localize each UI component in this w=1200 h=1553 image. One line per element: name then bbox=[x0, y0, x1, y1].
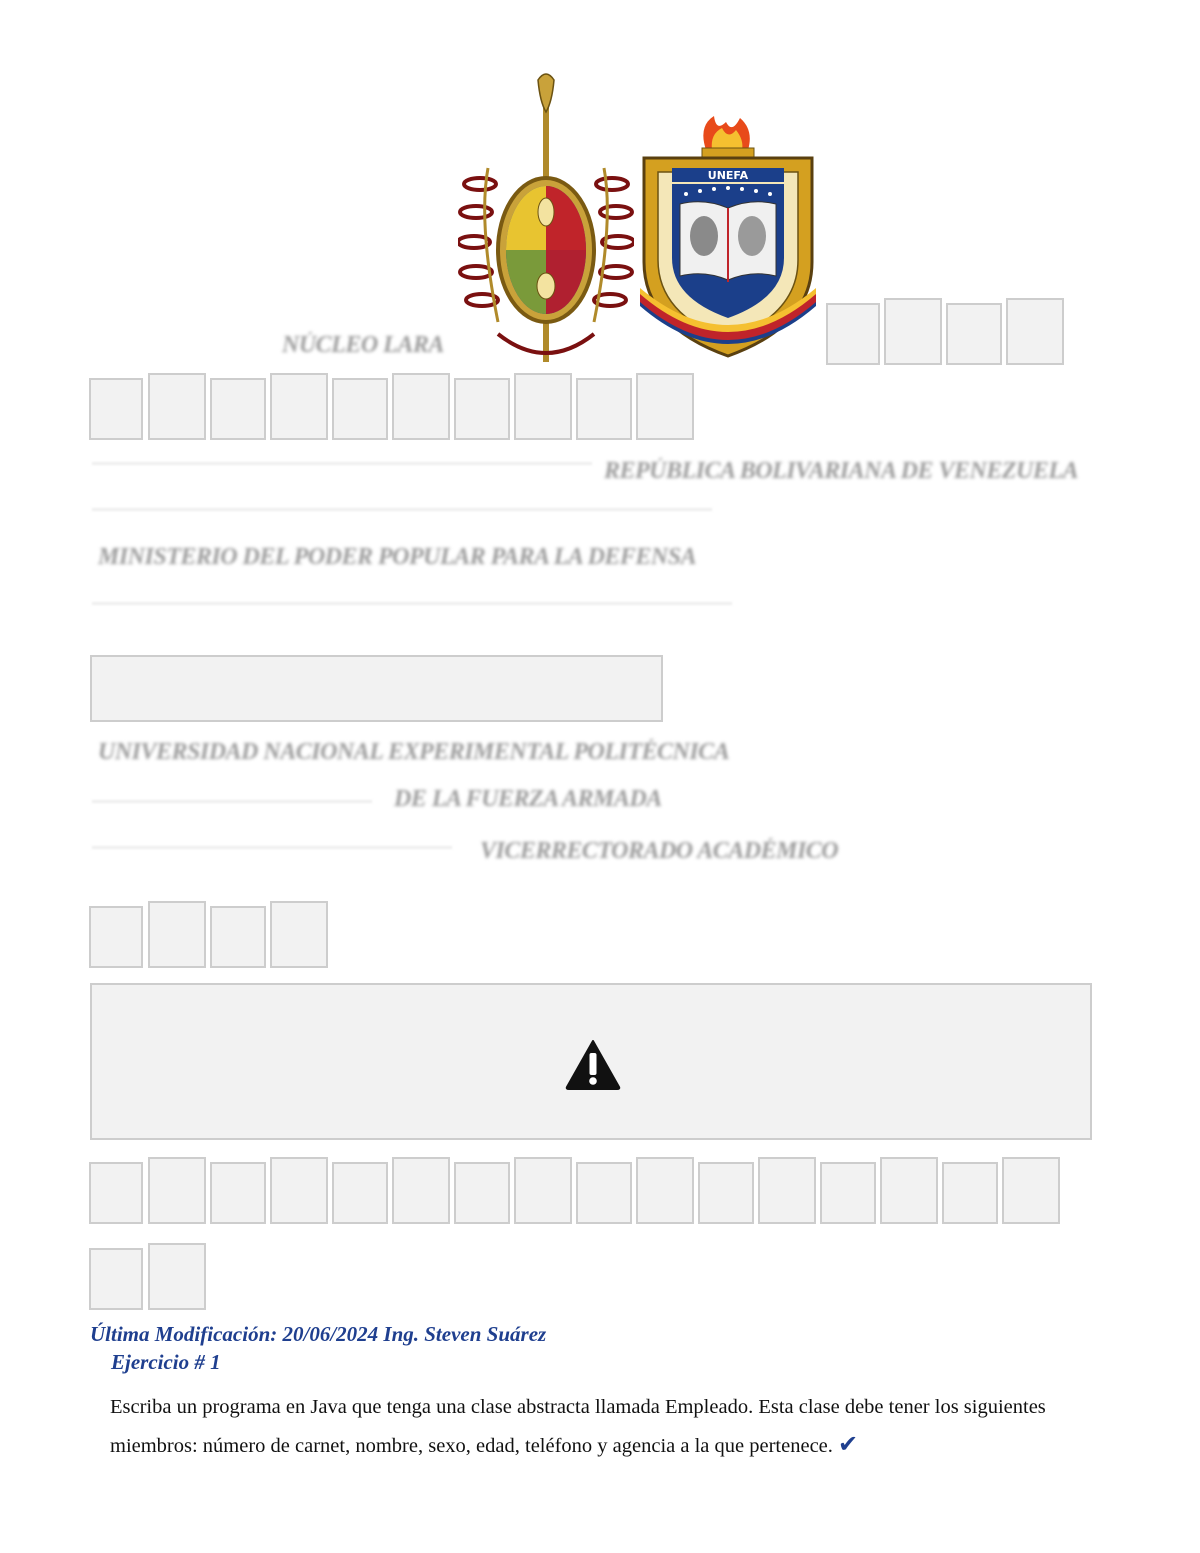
blur-line-1 bbox=[92, 462, 592, 465]
nucleo-heading: NÚCLEO LARA bbox=[282, 332, 444, 358]
placeholder-box bbox=[884, 298, 942, 365]
unefa-shield-icon bbox=[636, 112, 820, 366]
placeholder-box bbox=[880, 1157, 938, 1224]
placeholder-box bbox=[576, 378, 632, 440]
placeholder-box bbox=[514, 373, 572, 440]
placeholder-box bbox=[454, 1162, 510, 1224]
placeholder-box bbox=[270, 373, 328, 440]
placeholder-box bbox=[1006, 298, 1064, 365]
placeholder-box bbox=[210, 378, 266, 440]
placeholder-box bbox=[942, 1162, 998, 1224]
placeholder-box bbox=[820, 1162, 876, 1224]
placeholder-box bbox=[946, 303, 1002, 365]
placeholder-box bbox=[332, 1162, 388, 1224]
placeholder-box bbox=[148, 1243, 206, 1310]
placeholder-box bbox=[698, 1162, 754, 1224]
placeholder-box bbox=[89, 1162, 143, 1224]
coat-of-arms-icon bbox=[458, 72, 634, 366]
check-mark-icon: ✔ bbox=[838, 1432, 859, 1458]
placeholder-box bbox=[270, 1157, 328, 1224]
universidad-heading: UNIVERSIDAD NACIONAL EXPERIMENTAL POLITÉCNICA bbox=[98, 739, 730, 765]
placeholder-box bbox=[332, 378, 388, 440]
placeholder-box bbox=[89, 906, 143, 968]
exercise-description bbox=[110, 1388, 1095, 1465]
placeholder-box bbox=[89, 378, 143, 440]
exercise-title: Ejercicio # 1 bbox=[111, 1350, 221, 1374]
placeholder-box bbox=[148, 1157, 206, 1224]
placeholder-box bbox=[454, 378, 510, 440]
placeholder-box bbox=[270, 901, 328, 968]
exercise-text: Escriba un programa en Java que tenga una clase abstracta llamada Empleado. Esta clase debe tener los siguientes miembros: número de carnet, nombre, sexo, edad, teléfono y agencia a la que pertenece. bbox=[110, 1396, 1046, 1457]
blur-line-4 bbox=[92, 800, 372, 803]
placeholder-box bbox=[636, 373, 694, 440]
ministerio-heading: MINISTERIO DEL PODER POPULAR PARA LA DEFENSA bbox=[98, 544, 697, 570]
placeholder-box bbox=[148, 373, 206, 440]
last-modification-line: Última Modificación: 20/06/2024 Ing. Steven Suárez bbox=[90, 1322, 547, 1346]
placeholder-box bbox=[210, 906, 266, 968]
placeholder-box bbox=[826, 303, 880, 365]
blur-line-3 bbox=[92, 602, 732, 605]
placeholder-box bbox=[392, 373, 450, 440]
placeholder-box bbox=[514, 1157, 572, 1224]
placeholder-bar bbox=[90, 655, 663, 722]
image-missing-panel bbox=[90, 983, 1092, 1140]
placeholder-box bbox=[1002, 1157, 1060, 1224]
blur-line-5 bbox=[92, 846, 452, 849]
placeholder-box bbox=[576, 1162, 632, 1224]
placeholder-box bbox=[392, 1157, 450, 1224]
vicerrectorado-heading: VICERRECTORADO ACADÉMICO bbox=[480, 838, 839, 864]
placeholder-box bbox=[636, 1157, 694, 1224]
fuerza-heading: DE LA FUERZA ARMADA bbox=[394, 786, 662, 812]
placeholder-box bbox=[758, 1157, 816, 1224]
blur-line-2 bbox=[92, 508, 712, 511]
republica-heading: REPÚBLICA BOLIVARIANA DE VENEZUELA bbox=[604, 458, 1079, 484]
placeholder-box bbox=[210, 1162, 266, 1224]
unefa-text: UNEFA bbox=[707, 169, 749, 182]
placeholder-box bbox=[148, 901, 206, 968]
warning-triangle-icon bbox=[565, 1039, 621, 1091]
placeholder-box bbox=[89, 1248, 143, 1310]
